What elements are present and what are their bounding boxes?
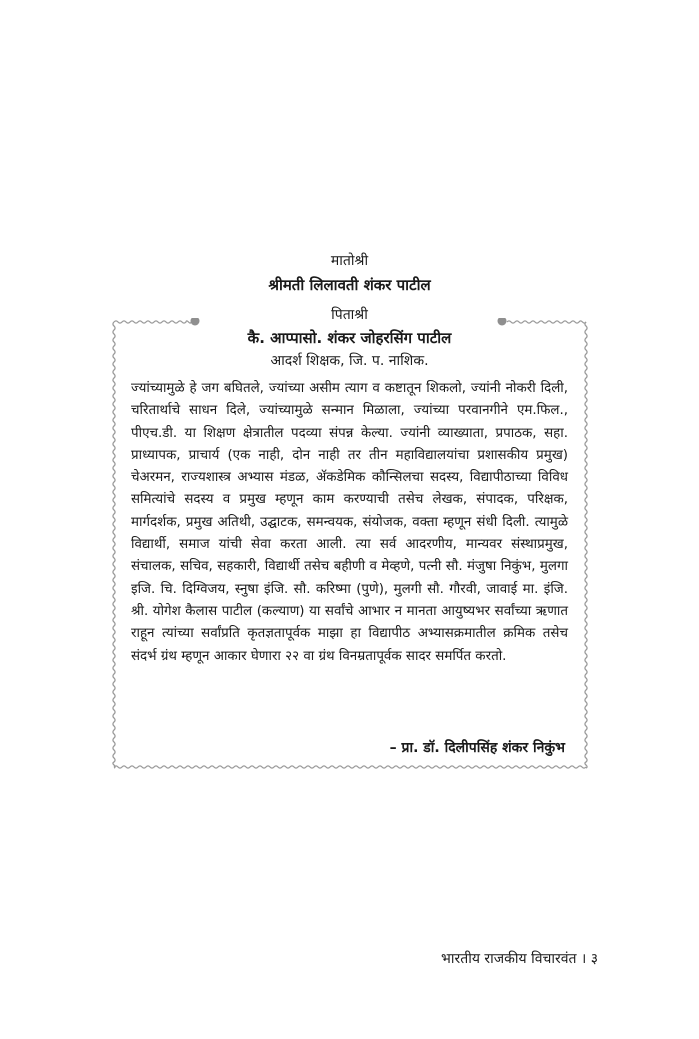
father-name: कै. आप्पासो. शंकर जोहरसिंग पाटील xyxy=(247,329,452,347)
author-signature: – प्रा. डॉ. दिलीपसिंह शंकर निकुंभ xyxy=(389,740,565,756)
mother-title: मातोश्री xyxy=(330,253,369,269)
father-title: पिताश्री xyxy=(331,307,368,323)
running-footer: भारतीय राजकीय विचारवंत । ३ xyxy=(441,951,598,967)
dedication-paragraph: ज्यांच्यामुळे हे जग बघितले, ज्यांच्या असीम त्याग व कष्टातून शिकलो, ज्यांनी नोकरी दिली, चरितार्थाचे साधन दिले, ज्यांच्यामुळे सन्मान मिळाला, ज्यांच्या परवानगीने एम.फिल., पीएच.डी. या शिक्षण क्षेत्रातील पदव्या संपन्न केल्या. ज्यांनी व्याख्याता, प्रपाठक, सहा. प्राध्यापक, प्राचार्य (एक नाही, दोन नाही तर तीन महाविद्यालयांचा प्रशासकीय प्रमुख) चेअरमन, राज्यशास्त्र अभ्यास मंडळ, ॲकडेमिक कौन्सिलचा सदस्य, विद्यापीठाच्या विविध समित्यांचे सदस्य व प्रमुख म्हणून काम करण्याची तसेच लेखक, संपादक, परिक्षक, मार्गदर्शक, प्रमुख अतिथी, उद्घाटक, समन्वयक, संयोजक, वक्ता म्हणून संधी दिली. त्यामुळे विद्यार्थी, समाज यांची सेवा करता आली. त्या सर्व आदरणीय, मान्यवर संस्थाप्रमुख, संचालक, सचिव, सहकारी, विद्यार्थी तसेच बहीणी व मेव्हणे, पत्नी सौ. मंजुषा निकुंभ, मुलगा इजि. चि. दिग्विजय, स्नुषा इंजि. सौ. करिष्मा (पुणे), मुलगी सौ. गौरवी, जावाई मा. इंजि. श्री. योगेश कैलास पाटील (कल्याण) या सर्वांचे आभार न मानता आयुष्यभर सर्वांच्या ऋणात राहून त्यांच्या सर्वांप्रति कृतज्ञतापूर्वक माझा हा विद्यापीठ अभ्यासक्रमातील क्रमिक तसेच संदर्भ ग्रंथ म्हणून आकार घेणारा २२ वा ग्रंथ विनम्रतापूर्वक सादर समर्पित करतो. xyxy=(131,381,568,664)
mother-name: श्रीमती लिलावती शंकर पाटील xyxy=(268,276,431,294)
father-role: आदर्श शिक्षक, जि. प. नाशिक. xyxy=(270,353,429,369)
